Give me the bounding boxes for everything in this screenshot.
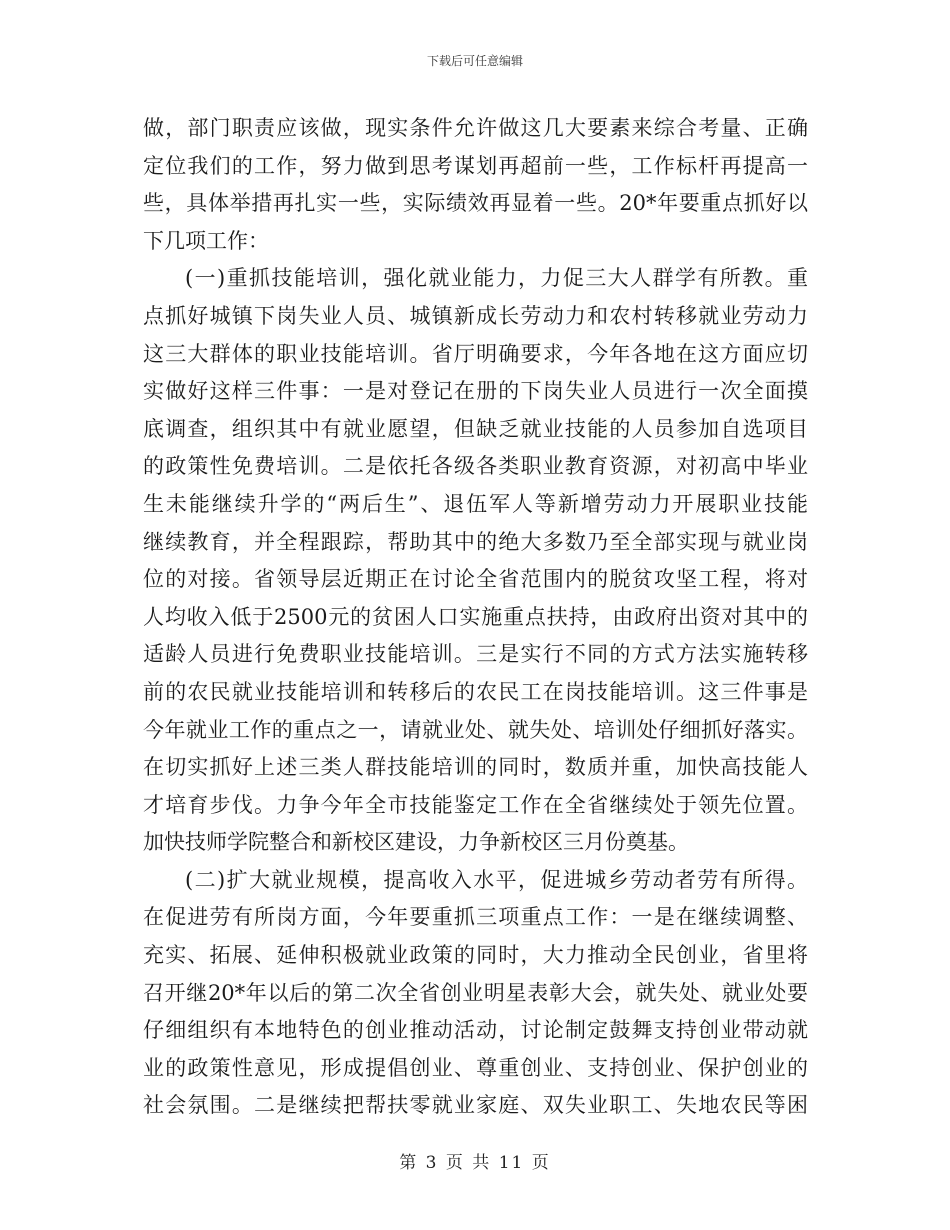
text-line: 定位我们的工作，努力做到思考谋划再超前一些，工作标杆再提高一 <box>143 153 808 178</box>
text-line: 充实、拓展、延伸积极就业政策的同时，大力推动全民创业，省里将 <box>143 943 808 968</box>
text-line: 社会氛围。二是继续把帮扶零就业家庭、双失业职工、失地农民等困 <box>143 1093 808 1118</box>
section-heading-line: (一)重抓技能培训，强化就业能力，力促三大人群学有所教。重 <box>185 266 808 291</box>
text-line: 召开继20*年以后的第二次全省创业明星表彰大会，就失处、就业处要 <box>143 980 808 1005</box>
section-heading-line: (二)扩大就业规模，提高收入水平，促进城乡劳动者劳有所得。 <box>185 867 808 892</box>
text-line: 在促进劳有所岗方面，今年要重抓三项重点工作：一是在继续调整、 <box>143 905 808 930</box>
text-line: 点抓好城镇下岗失业人员、城镇新成长劳动力和农村转移就业劳动力 <box>143 303 808 328</box>
text-line: 的政策性免费培训。二是依托各级各类职业教育资源，对初高中毕业 <box>143 454 808 479</box>
document-body <box>143 110 808 1125</box>
text-line: 适龄人员进行免费职业技能培训。三是实行不同的方式方法实施转移 <box>143 642 808 667</box>
text-line: 今年就业工作的重点之一，请就业处、就失处、培训处仔细抓好落实。 <box>143 717 808 742</box>
text-line: 这三大群体的职业技能培训。省厅明确要求，今年各地在这方面应切 <box>143 341 808 366</box>
page-number-footer: 第 3 页 共 11 页 <box>399 1153 551 1173</box>
text-line: 前的农民就业技能培训和转移后的农民工在岗技能培训。这三件事是 <box>143 679 808 704</box>
text-line: 在切实抓好上述三类人群技能培训的同时，数质并重，加快高技能人 <box>143 755 808 780</box>
text-line: 底调查，组织其中有就业愿望，但缺乏就业技能的人员参加自选项目 <box>143 416 808 441</box>
page-header: 下载后可任意编辑 <box>426 54 523 68</box>
text-line: 实做好这样三件事：一是对登记在册的下岗失业人员进行一次全面摸 <box>143 379 808 404</box>
text-line: 人均收入低于2500元的贫困人口实施重点扶持，由政府出资对其中的 <box>143 604 808 629</box>
text-line: 做，部门职责应该做，现实条件允许做这几大要素来综合考量、正确 <box>143 116 808 140</box>
text-line: 生未能继续升学的“两后生”、退伍军人等新增劳动力开展职业技能 <box>143 491 808 516</box>
text-line: 加快技师学院整合和新校区建设，力争新校区三月份奠基。 <box>143 830 689 855</box>
text-line: 才培育步伐。力争今年全市技能鉴定工作在全省继续处于领先位置。 <box>143 792 808 817</box>
text-line: 继续教育，并全程跟踪，帮助其中的绝大多数乃至全部实现与就业岗 <box>143 529 808 554</box>
text-line: 业的政策性意见，形成提倡创业、尊重创业、支持创业、保护创业的 <box>143 1055 808 1080</box>
text-line: 下几项工作： <box>143 228 269 253</box>
text-line: 仔细组织有本地特色的创业推动活动，讨论制定鼓舞支持创业带动就 <box>143 1018 808 1043</box>
text-line: 位的对接。省领导层近期正在讨论全省范围内的脱贫攻坚工程，将对 <box>143 567 808 592</box>
text-line: 些，具体举措再扎实一些，实际绩效再显着一些。20*年要重点抓好以 <box>143 191 808 216</box>
